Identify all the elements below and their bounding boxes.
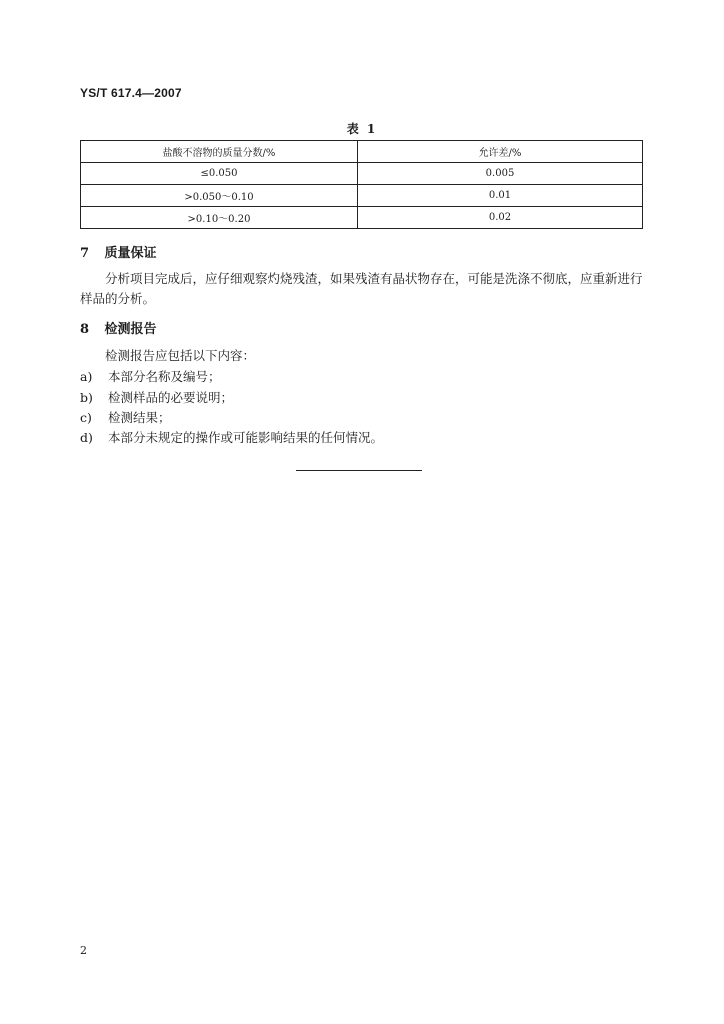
list-item (80, 388, 233, 406)
table-header-cell: 允许差/% (358, 141, 643, 163)
quality-assurance-paragraph: 分析项目完成后，应仔细观察灼烧残渣，如果残渣有晶状物存在，可能是洗涤不彻底，应重新进行样品的分析。 (80, 271, 643, 306)
table-cell: >0.050～0.10 (81, 185, 358, 207)
standard-code: YS/T 617.4—2007 (80, 86, 182, 100)
page-number: 2 (80, 944, 87, 957)
section-number: 8 (80, 322, 90, 337)
table-header-cell: 盐酸不溶物的质量分数/% (81, 141, 358, 163)
tolerance-table (80, 140, 643, 229)
list-marker: b) (80, 390, 93, 405)
table-row (81, 207, 643, 229)
table-cell: 0.01 (358, 185, 643, 207)
end-of-document-rule (296, 470, 422, 471)
table-caption: 表 1 (346, 122, 378, 136)
list-text: 本部分名称及编号； (107, 369, 221, 384)
section-title: 检测报告 (104, 322, 157, 337)
list-text: 检测样品的必要说明； (107, 390, 233, 405)
section-8-heading (80, 318, 157, 337)
list-marker: d) (80, 430, 93, 445)
table-row (81, 185, 643, 207)
list-text: 检测结果； (107, 410, 171, 425)
list-item (80, 367, 221, 385)
section-title: 质量保证 (104, 246, 157, 261)
table-cell: 0.005 (358, 163, 643, 185)
table-header-row (81, 141, 643, 163)
report-intro: 检测报告应包括以下内容： (105, 348, 256, 363)
table-cell: >0.10～0.20 (81, 207, 358, 229)
table-row (81, 163, 643, 185)
section-number: 7 (80, 246, 90, 261)
list-marker: a) (80, 369, 93, 384)
table-cell: ≤0.050 (81, 163, 358, 185)
table-cell: 0.02 (358, 207, 643, 229)
list-item (80, 428, 383, 446)
list-text: 本部分未规定的操作或可能影响结果的任何情况。 (107, 430, 383, 445)
list-marker: c) (80, 410, 92, 425)
list-item (80, 408, 171, 426)
section-7-heading (80, 242, 157, 261)
